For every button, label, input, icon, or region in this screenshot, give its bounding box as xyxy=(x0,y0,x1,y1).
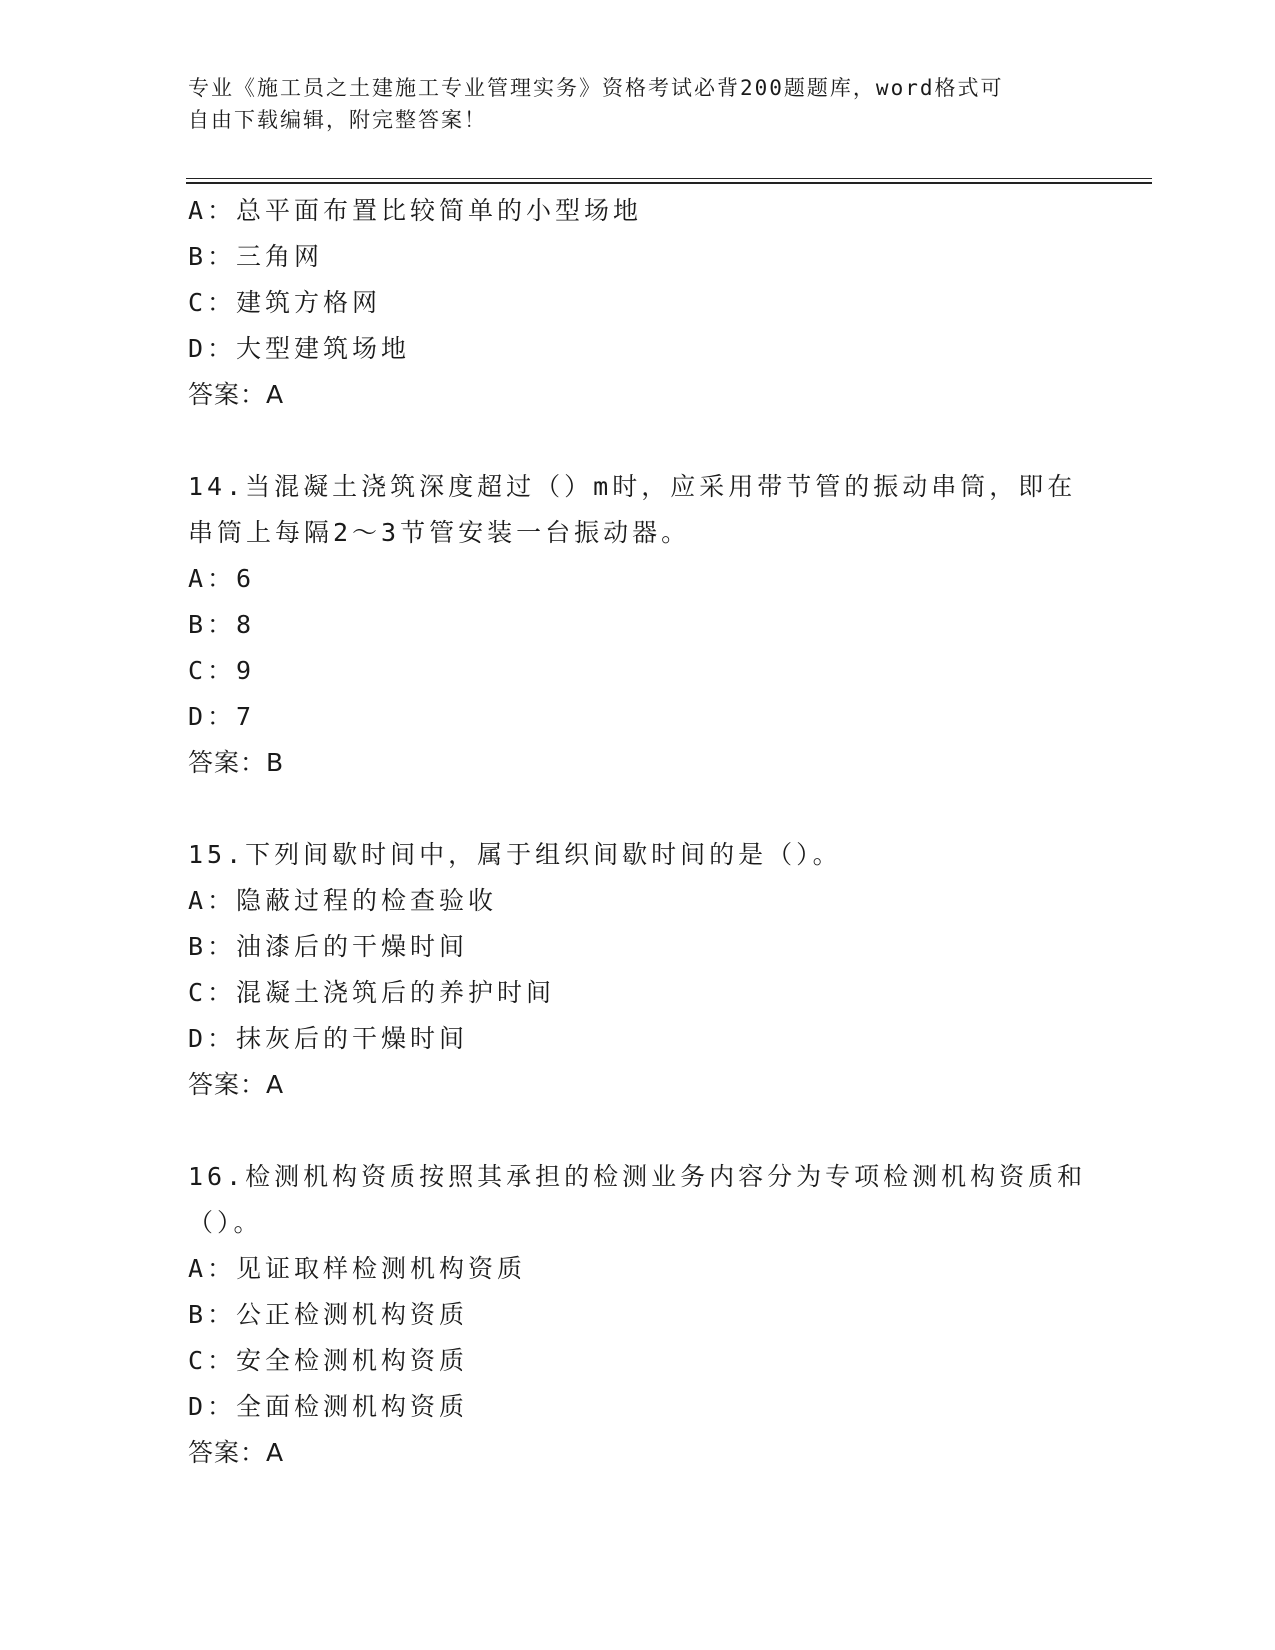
option-a: A：总平面布置比较简单的小型场地 xyxy=(188,196,643,225)
question-16 xyxy=(188,1154,1088,1476)
option-b: B：油漆后的干燥时间 xyxy=(188,932,469,961)
option-d: D：全面检测机构资质 xyxy=(188,1392,469,1421)
option-b: B：8 xyxy=(188,610,256,639)
spacer xyxy=(188,418,1088,464)
option-d: D：大型建筑场地 xyxy=(188,334,411,363)
option-c: C：建筑方格网 xyxy=(188,288,382,317)
option-a: A：见证取样检测机构资质 xyxy=(188,1254,527,1283)
option-d: D：抹灰后的干燥时间 xyxy=(188,1024,469,1053)
option-d: D：7 xyxy=(188,702,256,731)
question-14 xyxy=(188,464,1088,786)
option-c: C：混凝土浇筑后的养护时间 xyxy=(188,978,556,1007)
option-c: C：安全检测机构资质 xyxy=(188,1346,469,1375)
question-stem-line-1: 16.检测机构资质按照其承担的检测业务内容分为专项检测机构资质和 xyxy=(188,1162,1087,1191)
option-c: C：9 xyxy=(188,656,256,685)
header-line-2: 自由下载编辑，附完整答案！ xyxy=(188,108,487,132)
option-a: A：6 xyxy=(188,564,256,593)
question-stem-line-2: （）。 xyxy=(188,1208,263,1237)
question-13 xyxy=(188,188,1088,418)
answer-line: 答案：B xyxy=(188,748,285,777)
document-header xyxy=(188,72,1088,136)
question-stem-line-1: 14.当混凝土浇筑深度超过（）m时，应采用带节管的振动串筒，即在 xyxy=(188,472,1077,501)
header-line-1: 专业《施工员之土建施工专业管理实务》资格考试必背200题题库，word格式可 xyxy=(188,76,1004,100)
answer-line: 答案：A xyxy=(188,1070,285,1099)
option-b: B：三角网 xyxy=(188,242,324,271)
question-stem-line-2: 串筒上每隔2～3节管安装一台振动器。 xyxy=(188,518,691,547)
spacer xyxy=(188,786,1088,832)
header-divider-thin xyxy=(186,178,1152,179)
answer-line: 答案：A xyxy=(188,380,285,409)
question-list xyxy=(188,188,1088,1476)
option-b: B：公正检测机构资质 xyxy=(188,1300,469,1329)
option-a: A：隐蔽过程的检查验收 xyxy=(188,886,498,915)
question-15 xyxy=(188,832,1088,1108)
header-divider-thick xyxy=(186,182,1152,184)
spacer xyxy=(188,1108,1088,1154)
question-stem-line-1: 15.下列间歇时间中，属于组织间歇时间的是（）。 xyxy=(188,840,842,869)
answer-line: 答案：A xyxy=(188,1438,285,1467)
